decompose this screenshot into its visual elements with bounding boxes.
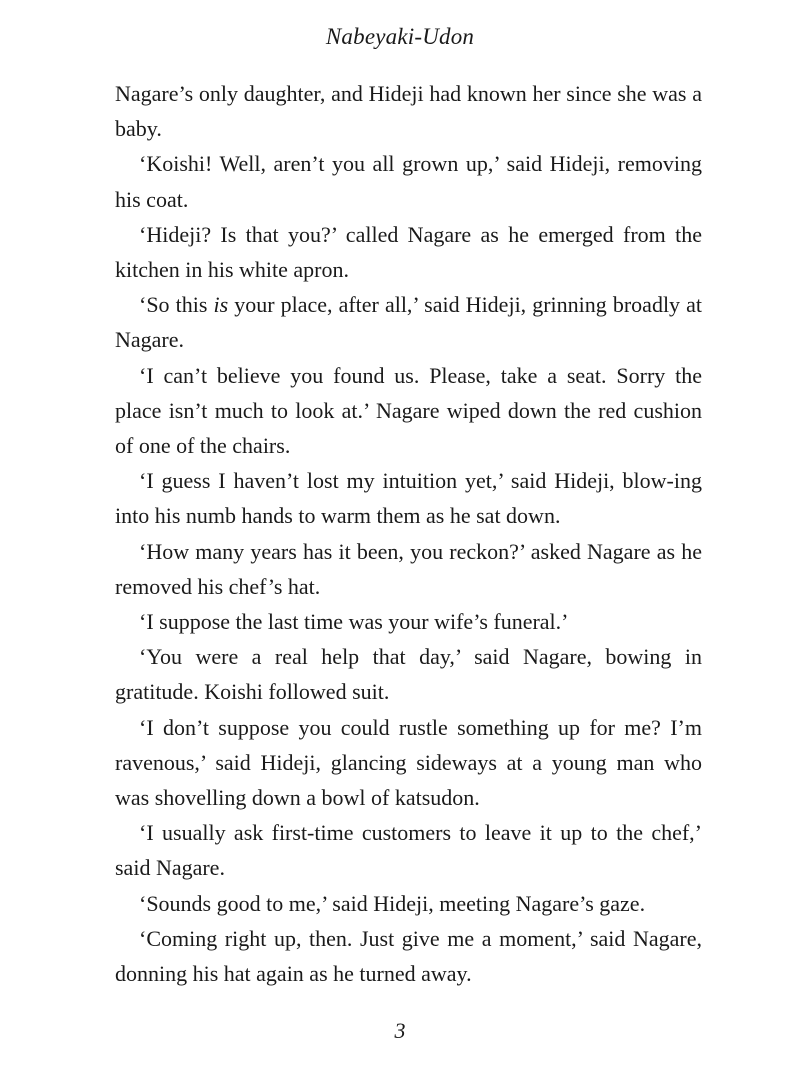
paragraph-3: ‘Hideji? Is that you?’ called Nagare as he emerged from the kitchen in his white apron. [115, 221, 702, 283]
paragraph-7: ‘How many years has it been, you reckon?’ asked Nagare as he removed his chef’s hat. [115, 538, 702, 599]
paragraph-10: ‘I don’t suppose you could rustle something up for me? I’m ravenous,’ said Hideji, glancing sideways at a young man who was shovelling down a bowl of katsudon. [115, 714, 702, 811]
paragraph-8: ‘I suppose the last time was your wife’s funeral.’ [139, 609, 569, 635]
emphasis-text: is [213, 292, 229, 318]
paragraph-4: ‘So this is your place, after all,’ said Hideji, grinning broadly at Nagare. [115, 292, 702, 353]
paragraph-1: Nagare’s only daughter, and Hideji had known her since she was a baby. [115, 81, 702, 142]
paragraph-2: ‘Koishi! Well, aren’t you all grown up,’ said Hideji, removing his coat. [115, 151, 702, 212]
running-header-title: Nabeyaki-Udon [325, 24, 475, 49]
paragraph-13: ‘Coming right up, then. Just give me a moment,’ said Nagare, donning his hat again as he turned away. [115, 925, 702, 987]
body-text [115, 76, 702, 991]
paragraph-9: ‘You were a real help that day,’ said Nagare, bowing in gratitude. Koishi followed suit. [115, 644, 702, 705]
paragraph-11: ‘I usually ask first-time customers to leave it up to the chef,’ said Nagare. [115, 820, 702, 881]
page-number: 3 [394, 1018, 406, 1043]
paragraph-5: ‘I can’t believe you found us. Please, take a seat. Sorry the place isn’t much to look at.’ Nagare wiped down the red cushion of one of the chairs. [115, 362, 702, 459]
paragraph-12: ‘Sounds good to me,’ said Hideji, meeting Nagare’s gaze. [139, 890, 646, 916]
paragraph-6: ‘I guess I haven’t lost my intuition yet,’ said Hideji, blow-ing into his numb hands to warm them as he sat down. [115, 468, 702, 529]
